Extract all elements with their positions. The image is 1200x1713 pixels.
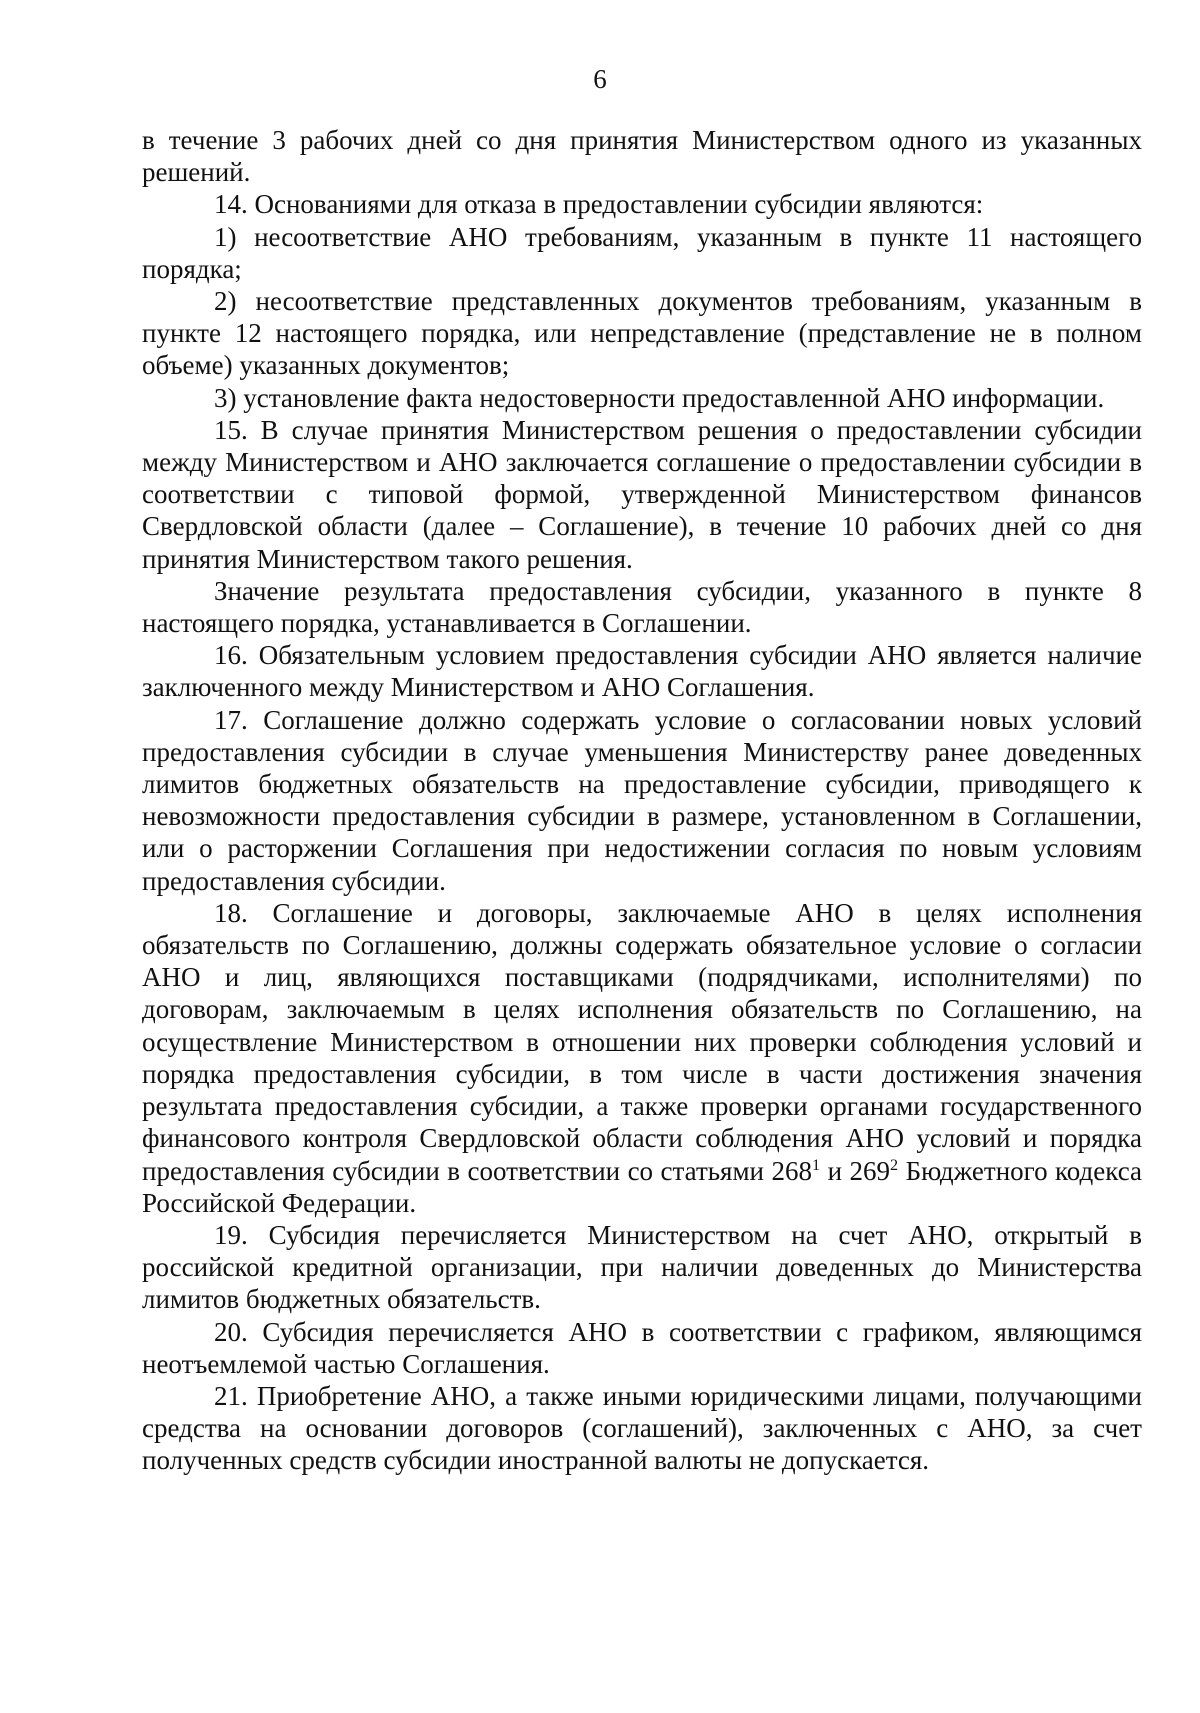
paragraph: 21. Приобретение АНО, а также иными юридическими лицами, получающими средства на основании договоров (соглашений), заключенных с АНО, за счет полученных средств субсидии иностранной валюты не допускается. [142, 1380, 1142, 1476]
paragraph-with-footnotes [142, 897, 1142, 1219]
paragraph: в течение 3 рабочих дней со дня принятия Министерством одного из указанных решений. [142, 125, 1142, 188]
paragraph-text: и 269 [820, 1155, 891, 1186]
paragraph-text: 18. Соглашение и договоры, заключаемые АНО в целях исполнения обязательств по Соглашению, должны содержать обязательное условие о согласии АНО и лиц, являющихся поставщиками (подрядчиками, исполнителями) по договорам, заключаемым в целях исполнения обязательств по Соглашению, на осуществление Министерством в отношении них проверки соблюдения условий и порядка предоставления субсидии, в том числе в части достижения значения результата предоставления субсидии, а также проверки органами государственного финансового контроля Свердловской области соблюдения АНО условий и порядка предоставления субсидии в соответствии со статьями 268 [142, 897, 1142, 1186]
page-number: 6 [593, 64, 607, 94]
article-superscript: 2 [890, 1155, 899, 1174]
paragraph: 20. Субсидия перечисляется АНО в соответствии с графиком, являющимся неотъемлемой частью Соглашения. [142, 1316, 1142, 1379]
document-body [142, 124, 1142, 1477]
paragraph: 1) несоответствие АНО требованиям, указанным в пункте 11 настоящего порядка; [142, 221, 1142, 284]
paragraph: 16. Обязательным условием предоставления субсидии АНО является наличие заключенного между Министерством и АНО Соглашения. [142, 640, 1142, 703]
article-superscript: 1 [812, 1155, 821, 1174]
paragraph: 3) установление факта недостоверности предоставленной АНО информации. [214, 382, 1105, 413]
paragraph: Значение результата предоставления субсидии, указанного в пункте 8 настоящего порядка, устанавливается в Соглашении. [142, 575, 1142, 639]
paragraph: 2) несоответствие представленных документов требованиям, указанным в пункте 12 настоящего порядка, или непредставление (представление не в полном объеме) указанных документов; [142, 286, 1142, 381]
paragraph: 19. Субсидия перечисляется Министерством на счет АНО, открытый в российской кредитной организации, при наличии доведенных до Министерства лимитов бюджетных обязательств. [142, 1219, 1142, 1315]
paragraph: 14. Основаниями для отказа в предоставлении субсидии являются: [214, 189, 984, 220]
paragraph: 15. В случае принятия Министерством решения о предоставлении субсидии между Министерством и АНО заключается соглашение о предоставлении субсидии в соответствии с типовой формой, утвержденной Министерством финансов Свердловской области (далее – Соглашение), в течение 10 рабочих дней со дня принятия Министерством такого решения. [142, 414, 1142, 574]
paragraph-text: Бюджетного кодекса Российской Федерации. [142, 1155, 1142, 1218]
paragraph: 17. Соглашение должно содержать условие о согласовании новых условий предоставления субсидии в случае уменьшения Министерству ранее доведенных лимитов бюджетных обязательств на предоставление субсидии, приводящего к невозможности предоставления субсидии в размере, установленном в Соглашении, или о расторжении Соглашения при недостижении согласия по новым условиям предоставления субсидии. [142, 704, 1142, 896]
